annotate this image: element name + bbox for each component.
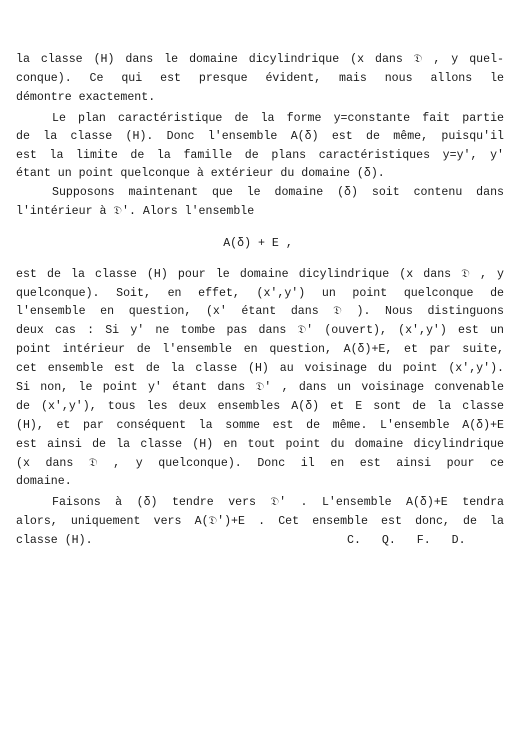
text-line: de (x',y'), tous les deux ensembles A(δ) et E sont de la classe xyxy=(16,400,504,413)
text-line: est de la classe (H) pour le domaine dicylindrique (x dans 𝔇 , y xyxy=(16,268,504,281)
text-line: point intérieur de l'ensemble en question, A(δ)+E, et par suite, xyxy=(16,343,504,356)
text-line: Si non, le point y' étant dans 𝔇' , dans un voisinage convenable xyxy=(16,381,504,394)
text-line: Le plan caractéristique de la forme y=constante fait partie xyxy=(52,112,504,125)
text-line: alors, uniquement vers A(𝔇')+E . Cet ensemble est donc, de la xyxy=(16,515,504,528)
text-line: (x dans 𝔇 , y quelconque). Donc il en est ainsi pour ce xyxy=(16,457,504,470)
text-line: (H), et par conséquent la somme est de même. L'ensemble A(δ)+E xyxy=(16,419,504,432)
text-line: classe (H). xyxy=(16,534,93,547)
text-line: la classe (H) dans le domaine dicylindrique (x dans 𝔇 , y quel- xyxy=(16,53,504,66)
text-line: démontre exactement. xyxy=(16,91,156,104)
displayed-formula: A(δ) + E , xyxy=(223,237,293,250)
text-line: quelconque). Soit, en effet, (x',y') un point quelconque de xyxy=(16,287,504,300)
text-line: Faisons à (δ) tendre vers 𝔇' . L'ensemble A(δ)+E tendra xyxy=(52,496,504,509)
text-line: est ainsi de la classe (H) en tout point du domaine dicylindrique xyxy=(16,438,504,451)
text-line: l'intérieur à 𝔇'. Alors l'ensemble xyxy=(16,205,255,218)
text-line: domaine. xyxy=(16,475,72,488)
text-line: étant un point quelconque à extérieur du domaine (δ). xyxy=(16,167,385,180)
qed-signature: C. Q. F. D. xyxy=(347,534,466,547)
text-line: l'ensemble en question, (x' étant dans 𝔇 ). Nous distinguons xyxy=(16,305,504,318)
text-line: conque). Ce qui est presque évident, mais nous allons le xyxy=(16,72,504,85)
text-line: est la limite de la famille de plans caractéristiques y=y', y' xyxy=(16,149,504,162)
text-line: Supposons maintenant que le domaine (δ) soit contenu dans xyxy=(52,186,504,199)
text-line: deux cas : Si y' ne tombe pas dans 𝔇' (ouvert), (x',y') est un xyxy=(16,324,504,337)
text-line: cet ensemble est de la classe (H) au voisinage du point (x',y'). xyxy=(16,362,504,375)
text-line: de la classe (H). Donc l'ensemble A(δ) est de même, puisqu'il xyxy=(16,130,504,143)
